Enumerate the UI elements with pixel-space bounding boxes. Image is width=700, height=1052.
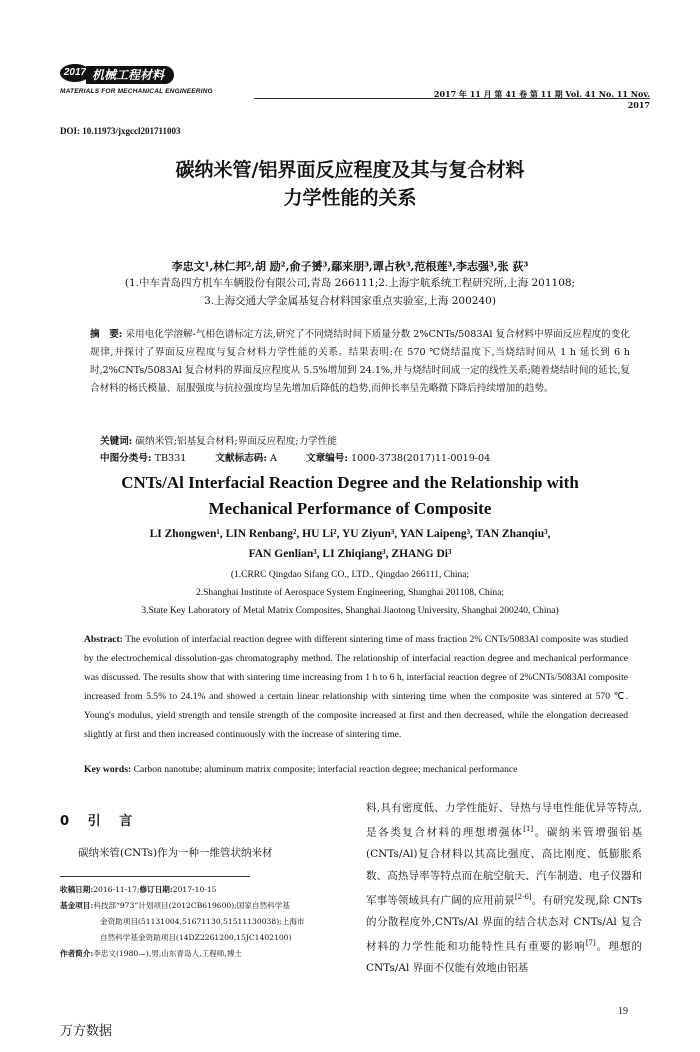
affiliations-en [60,566,640,620]
keywords-cn-text: 碳纳米管;铝基复合材料;界面反应程度;力学性能 [135,436,337,447]
affiliation-cn-line1: (1.中车青岛四方机车车辆股份有限公司,青岛 266111;2.上海宇航系统工程研究所,上海 201108; [124,277,576,289]
author-bio: 李忠文(1980—),男,山东青岛人,工程师,博士 [93,949,242,958]
body-text-1: 料,具有密度低、力学性能好、导热与导电性能优异等特点,是各类复合材料的理想增强体 [366,802,642,839]
body-text-2: 。碳纳米管增强铝基(CNTs/Al)复合材料以其高比强度、高比刚度、低膨胀系数、高热导率等特点而在航空航天、汽车制造、电子仪器和军事等领域具有广阔的应用前景 [366,826,643,907]
fund-line1: 科技部“973”计划项目(2012CB619600);国家自然科学基 [93,901,290,910]
title-en-line2: Mechanical Performance of Composite [208,499,492,518]
citation-ref[interactable]: [1] [523,825,534,834]
fund-line3: 自然科学基金资助项目(14DZ2261200,15JC1402100) [100,933,292,942]
fund-line2: 金资助项目(51131004,51671130,51511130038);上海市 [100,917,305,926]
footnote-author [60,946,350,962]
clc-value: TB331 [154,453,187,464]
abstract-cn-label: 摘 要: [90,329,123,340]
doc-code-label: 文献标志码: [215,453,267,464]
author-bio-label: 作者简介: [60,949,94,958]
affiliation-en-line2: 2.Shanghai Institute of Aerospace System Engineering, Shanghai 201108, China; [195,588,505,598]
keywords-cn [100,433,337,447]
doc-code-value: A [269,453,277,464]
body-text-4: 。理想的 CNTs/Al 界面不仅能有效地由铝基 [366,940,643,975]
citation-ref[interactable]: [2-6] [514,893,532,902]
revised-label: 修订日期: [139,885,173,894]
clc-label: 中图分类号: [100,453,152,464]
footnote-fund [60,898,350,914]
right-column-text [366,798,642,980]
title-en [60,470,640,522]
keywords-en [84,760,628,779]
citation-ref[interactable]: [7] [585,939,596,948]
abstract-en-text: The evolution of interfacial reaction degree with different sintering time of mass fraction 2% CNTs/5083Al composite was studied by the electrochemical dissolution-gas chromatography method. The relationship of interfacial reaction degree and mechanical performance was discussed. The results show that with sintering time increasing from 1 h to 6 h, interfacial reaction degree of 2%CNTs/5083Al composite increased from 5.5% to 24.1% and showed a certain linear relationship with sintering time when the composite was sintered at 570 ℃. Young's modulus, yield strength and tensile strength of the composite increased at first and then decreased, while the elongation decreased slightly at first and then increased continuously with the increase of sintering time. [84,634,628,740]
journal-title-en: MATERIALS FOR MECHANICAL ENGINEERING [60,88,213,95]
journal-year-badge: 2017 [60,64,90,82]
revised-date: 2017-10-15 [172,885,217,894]
received-date: 2016-11-17; [93,885,140,894]
intro-paragraph-start: 碳纳米管(CNTs)作为一种一维管状纳米材 [78,847,273,859]
affiliations-cn [60,274,640,310]
affiliation-cn-line2: 3.上海交通大学金属基复合材料国家重点实验室,上海 200240) [204,295,496,307]
footnote-rule [60,876,250,877]
authors-en-line1: LI Zhongwen¹, LIN Renbang², HU Li², YU Ziyun³, YAN Laipeng³, TAN Zhanqiu³, [149,528,551,540]
title-cn-line1: 碳纳米管/铝界面反应程度及其与复合材料 [175,159,525,181]
keywords-en-text: Carbon nanotube; aluminum matrix composite; interfacial reaction degree; mechanical performance [133,764,518,775]
article-number-value: 1000-3738(2017)11-0019-04 [350,453,491,464]
page-number: 19 [618,1006,628,1017]
title-cn-line2: 力学性能的关系 [283,187,417,209]
doi: DOI: 10.11973/jxgccl201711003 [60,126,181,136]
abstract-en [84,630,628,744]
affiliation-en-line1: (1.CRRC Qingdao Sifang CO., LTD., Qingdao 266111, China; [230,570,470,580]
affiliation-en-line3: 3.State Key Laboratory of Metal Matrix Composites, Shanghai Jiaotong University, Shanghai 200240, China) [141,606,559,616]
title-cn [60,156,640,212]
article-number-label: 文章编号: [305,453,348,464]
body-text-3: 。有研究发现,除 CNTs 的分散程度外,CNTs/Al 界面的结合状态对 CNTs/Al 复合材料的力学性能和功能特性具有重要的影响 [366,894,642,953]
issue-info: 2017 年 11 月 第 41 卷 第 11 期 Vol. 41 No. 11 Nov. 2017 [433,89,650,110]
abstract-cn [90,326,630,398]
classification-row [100,450,516,464]
title-en-line1: CNTs/Al Interfacial Reaction Degree and the Relationship with [121,473,579,492]
keywords-en-label: Key words: [84,764,132,775]
abstract-en-label: Abstract: [84,634,123,645]
section-heading: 0 引 言 [60,814,133,829]
authors-en-line2: FAN Genlian³, LI Zhiqiang³, ZHANG Di³ [248,548,452,560]
journal-title-cn: 机械工程材料 [86,66,174,84]
authors-en [60,524,640,564]
abstract-cn-text: 采用电化学溶解-气相色谱标定方法,研究了不同烧结时间下质量分数 2%CNTs/5083Al 复合材料中界面反应程度的变化规律,并探讨了界面反应程度与复合材料力学性能的关系。结果表明:在 570 ℃烧结温度下,当烧结时间从 1 h 延长到 6 h 时,2%CNTs/5083Al 复合材料的界面反应程度从 5.5%增加到 24.1%,并与烧结时间成一定的线性关系;随着烧结时间的延长,复合材料的杨氏模量、屈服强度与抗拉强度均呈先增加后降低的趋势,而伸长率呈先略微下降后持续增加的趋势。 [90,329,630,394]
footnotes [60,882,350,962]
footnote-dates [60,882,350,898]
keywords-cn-label: 关键词: [100,436,133,447]
received-label: 收稿日期: [60,885,94,894]
watermark: 万方数据 [60,1024,113,1039]
authors-cn: 李忠文¹,林仁邦²,胡 励²,俞子赟³,鄢来朋³,谭占秋³,范根莲³,李志强³,张 荻³ [171,260,529,273]
fund-label: 基金项目: [60,901,94,910]
